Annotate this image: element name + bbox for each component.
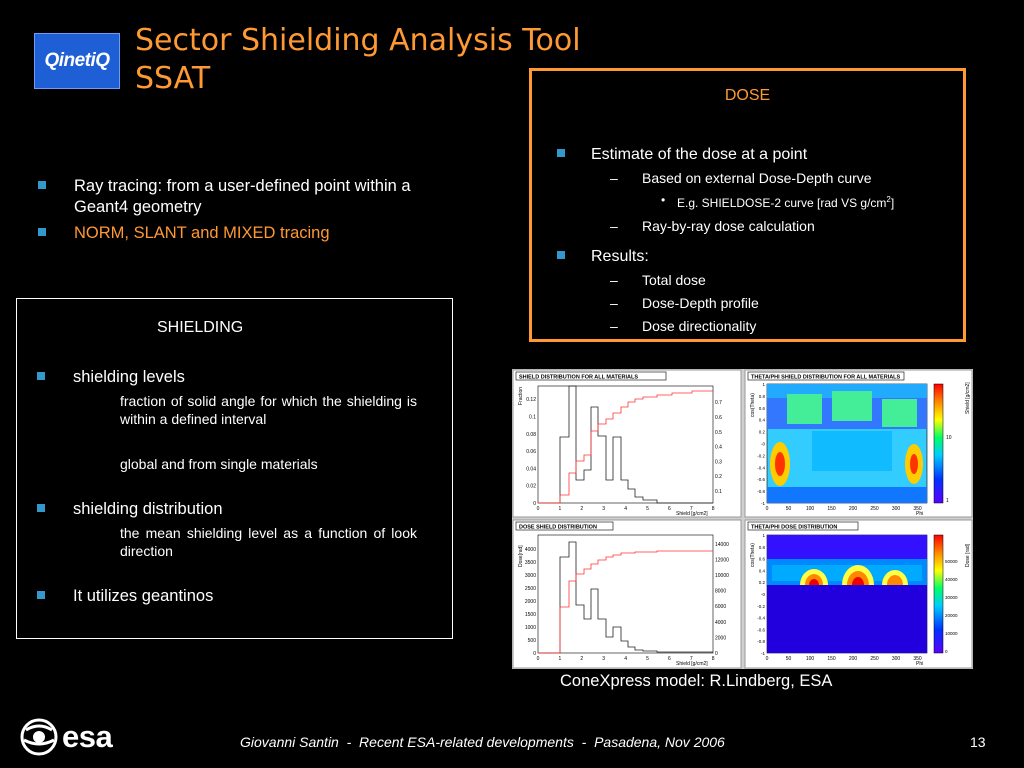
- plot-tick: 4000: [715, 619, 727, 626]
- plot-tick: 2000: [524, 599, 536, 605]
- plot-tick: 10000: [945, 631, 958, 636]
- dose-item: [557, 246, 957, 267]
- plot-tick: 0: [765, 506, 769, 512]
- plot-tick: -0.8: [757, 639, 765, 645]
- plot-tick: 10: [946, 435, 952, 441]
- plot-tick: -0: [760, 441, 765, 447]
- dose-subitem: [610, 317, 957, 336]
- plot-tick: 0: [945, 649, 948, 654]
- plot-tick: 1: [558, 506, 562, 512]
- plot-tick: 300: [891, 506, 901, 512]
- plot-tick: 0: [536, 656, 540, 662]
- plot-tick: -0.2: [757, 453, 765, 459]
- theta-phi-shield-plot: [745, 370, 972, 517]
- plot-tick: 1: [946, 498, 949, 504]
- plot-tick: 2000: [715, 635, 727, 642]
- intro-bullets: [38, 176, 418, 249]
- plot-tick: -0.4: [757, 615, 765, 621]
- qinetiq-logo: [34, 33, 120, 89]
- plot-tick: 8: [711, 506, 715, 512]
- square-bullet-icon: [37, 504, 45, 512]
- dash-bullet-icon: –: [610, 272, 618, 288]
- plot-tick: 3: [602, 656, 606, 662]
- plot-tick: 2500: [524, 586, 536, 592]
- plot-tick: 1: [762, 382, 765, 387]
- plot-tick: 2: [580, 656, 584, 662]
- plot-tick: 0.6: [758, 556, 765, 562]
- plot-tick: 5: [646, 656, 649, 662]
- shielding-item-text: It utilizes geantinos: [73, 587, 214, 605]
- dot-bullet-icon: •: [661, 193, 666, 207]
- plot-axis-label: Shield [g/cm2]: [676, 661, 708, 667]
- plot-tick: 20000: [945, 613, 958, 618]
- dose-subitem-text: Dose directionality: [642, 318, 757, 334]
- plot-tick: 500: [527, 638, 536, 644]
- plot-tick: -1: [760, 651, 765, 656]
- plot-axis-label: Dose[rad]: [518, 545, 524, 567]
- plot-tick: 150: [827, 656, 836, 662]
- plot-tick: -0: [760, 592, 765, 597]
- plot-tick: 0.8: [758, 544, 765, 550]
- plot-tick: 6: [668, 506, 671, 512]
- plot-tick: 0.12: [526, 397, 536, 404]
- plot-tick: 2: [580, 506, 584, 512]
- plot-title: THETA/PHI SHIELD DISTRIBUTION FOR ALL MATERIALS: [751, 374, 901, 381]
- qinetiq-logo-text: QinetiQ: [44, 50, 110, 71]
- plot-tick: 8: [711, 656, 715, 662]
- plot-tick: 10000: [715, 573, 729, 579]
- dash-bullet-icon: –: [610, 218, 618, 234]
- plot-axis-label: cos(Theta): [750, 393, 756, 417]
- shielding-item: [37, 367, 417, 388]
- figure-caption: ConeXpress model: R.Lindberg, ESA: [560, 672, 833, 690]
- plot-tick: -0.6: [757, 477, 765, 483]
- plot-tick: 0.1: [715, 489, 722, 495]
- plot-tick: 1000: [524, 625, 536, 631]
- plot-tick: 0: [715, 651, 718, 657]
- plot-tick: 250: [870, 656, 879, 662]
- shielding-list: [37, 367, 417, 611]
- square-bullet-icon: [38, 181, 46, 189]
- dose-shield-distribution-plot: [513, 520, 741, 668]
- plot-tick: 0.4: [758, 417, 765, 423]
- plot-tick: 250: [870, 506, 879, 512]
- dash-bullet-icon: –: [610, 170, 618, 186]
- dose-subsubitem: [661, 192, 957, 211]
- plot-tick: 0.08: [526, 431, 536, 438]
- plot-tick: 40000: [945, 577, 958, 582]
- plot-axis-label: Phi: [916, 661, 924, 667]
- esa-globe-icon: [20, 718, 58, 756]
- dash-bullet-icon: –: [610, 295, 618, 311]
- dose-subitem-text: Dose-Depth profile: [642, 295, 759, 311]
- plot-tick: -1: [760, 501, 765, 506]
- plot-tick: 8000: [715, 588, 727, 595]
- plot-tick: 0: [765, 656, 769, 662]
- plot-tick: 7: [689, 656, 693, 662]
- shielding-item-text: shielding distribution: [73, 500, 223, 518]
- plot-axis-label: Dose [rad]: [965, 543, 971, 567]
- page-number: 13: [970, 734, 986, 750]
- dose-subitem-text: Based on external Dose-Depth curve: [642, 170, 872, 186]
- dose-item-text: Results:: [591, 248, 649, 265]
- plot-axis-label: Shield [g/cm2]: [965, 382, 971, 414]
- dose-subitem-text: Ray-by-ray dose calculation: [642, 218, 815, 234]
- dose-subitem: [610, 271, 957, 290]
- plot-tick: -0.2: [757, 603, 765, 609]
- footer-text: Giovanni Santin - Recent ESA-related developments - Pasadena, Nov 2006: [240, 734, 725, 750]
- plot-tick: 5: [646, 506, 649, 512]
- square-bullet-icon: [37, 591, 45, 599]
- plot-tick: 30000: [945, 595, 958, 600]
- plot-tick: 200: [848, 506, 858, 512]
- plot-tick: 0: [536, 506, 540, 512]
- shield-distribution-plot: [513, 370, 741, 517]
- plot-tick: 6: [668, 656, 671, 662]
- esa-logo-text: esa: [62, 719, 113, 754]
- square-bullet-icon: [557, 251, 565, 259]
- plot-tick: 0.4: [715, 444, 722, 451]
- intro-bullet: [38, 223, 418, 244]
- dash-bullet-icon: –: [610, 318, 618, 334]
- plot-tick: 4: [624, 506, 627, 512]
- esa-logo: [20, 718, 112, 756]
- plot-tick: 300: [891, 656, 901, 662]
- plot-tick: 200: [848, 656, 858, 662]
- dose-subitem: [610, 169, 957, 188]
- plot-title: DOSE SHIELD DISTRIBUTION: [519, 524, 597, 531]
- plot-tick: 0.06: [526, 449, 536, 456]
- intro-bullet: [38, 176, 418, 218]
- plot-tick: 0.1: [529, 414, 536, 421]
- dose-list: [557, 144, 957, 340]
- plot-tick: 0.3: [715, 459, 722, 466]
- plot-tick: 0.02: [526, 483, 536, 490]
- plot-tick: 12000: [715, 557, 729, 564]
- plot-tick: 14000: [715, 541, 729, 548]
- dose-subitem: [610, 217, 957, 236]
- plot-tick: 1: [558, 656, 562, 662]
- plot-tick: 1: [762, 533, 765, 538]
- dose-title: DOSE: [724, 87, 771, 104]
- dose-subitem: [610, 294, 957, 313]
- plot-tick: 0.2: [758, 580, 765, 586]
- square-bullet-icon: [37, 372, 45, 380]
- plot-tick: 6000: [715, 604, 727, 611]
- plot-tick: 50: [785, 506, 792, 512]
- plot-tick: 0.4: [758, 568, 765, 574]
- plot-axis-label: Shield [g/cm2]: [676, 511, 708, 517]
- plot-tick: 0.6: [758, 405, 765, 411]
- plot-tick: 1500: [524, 612, 536, 618]
- shielding-title: SHIELDING: [157, 319, 244, 336]
- intro-bullet-text: Ray tracing: from a user-defined point within a Geant4 geometry: [74, 177, 411, 216]
- plot-tick: -0.6: [757, 627, 765, 633]
- plot-tick: 100: [805, 656, 815, 662]
- shielding-desc: global and from single materials: [120, 456, 318, 472]
- shielding-item: [37, 586, 417, 607]
- plot-title: THETA/PHI DOSE DISTRIBUTION: [751, 524, 838, 531]
- plot-tick: 100: [805, 506, 815, 512]
- plot-title: SHIELD DISTRIBUTION FOR ALL MATERIALS: [519, 374, 639, 381]
- slide-title: [135, 22, 581, 98]
- plot-axis-label: Fraction: [518, 386, 524, 405]
- plot-tick: 0.8: [758, 393, 765, 399]
- dose-subitem-text: Total dose: [642, 272, 706, 288]
- plot-tick: 4: [624, 656, 627, 662]
- plot-tick: 4000: [524, 547, 536, 553]
- plot-tick: 3500: [524, 560, 536, 566]
- plot-axis-label: Phi: [916, 511, 924, 517]
- plot-tick: -0.8: [757, 489, 765, 495]
- plot-tick: 350: [913, 656, 922, 662]
- title-line-2: SSAT: [135, 61, 211, 96]
- dose-panel: [529, 68, 966, 342]
- plot-tick: 0: [533, 501, 536, 507]
- plot-tick: 150: [827, 506, 836, 512]
- intro-bullet-text: NORM, SLANT and MIXED tracing: [74, 224, 330, 242]
- plot-tick: 0: [533, 651, 536, 657]
- plot-tick: 0.6: [715, 415, 722, 421]
- shielding-desc: fraction of solid angle for which the shielding is within a defined interval: [120, 393, 417, 427]
- plot-tick: 0.2: [715, 474, 722, 481]
- dose-item-text: Estimate of the dose at a point: [591, 146, 808, 163]
- shielding-desc: the mean shielding level as a function of look direction: [120, 525, 417, 559]
- analysis-plots-image: [512, 369, 973, 669]
- plot-tick: 50: [785, 656, 792, 662]
- plot-tick: 3000: [524, 573, 536, 579]
- plot-tick: 7: [689, 506, 693, 512]
- plot-tick: 350: [913, 506, 922, 512]
- plot-tick: -0.4: [757, 465, 765, 471]
- plot-axis-label: cos(Theta): [750, 543, 756, 567]
- shielding-panel: [16, 298, 453, 639]
- plot-tick: 3: [602, 506, 606, 512]
- shielding-item: [37, 499, 417, 520]
- shielding-item-text: shielding levels: [73, 368, 185, 386]
- title-line-1: Sector Shielding Analysis Tool: [135, 23, 581, 58]
- theta-phi-dose-plot: [745, 520, 972, 668]
- plot-tick: 0.04: [526, 466, 536, 473]
- square-bullet-icon: [38, 228, 46, 236]
- dose-item: [557, 144, 957, 165]
- plot-tick: 0.5: [715, 429, 722, 436]
- dose-subsubitem-text: E.g. SHIELDOSE-2 curve [rad VS $g/cm^2$]: [677, 195, 895, 210]
- plot-tick: 0.7: [715, 400, 722, 407]
- plot-tick: 0.2: [758, 429, 765, 435]
- square-bullet-icon: [557, 149, 565, 157]
- plot-tick: 50000: [945, 559, 958, 564]
